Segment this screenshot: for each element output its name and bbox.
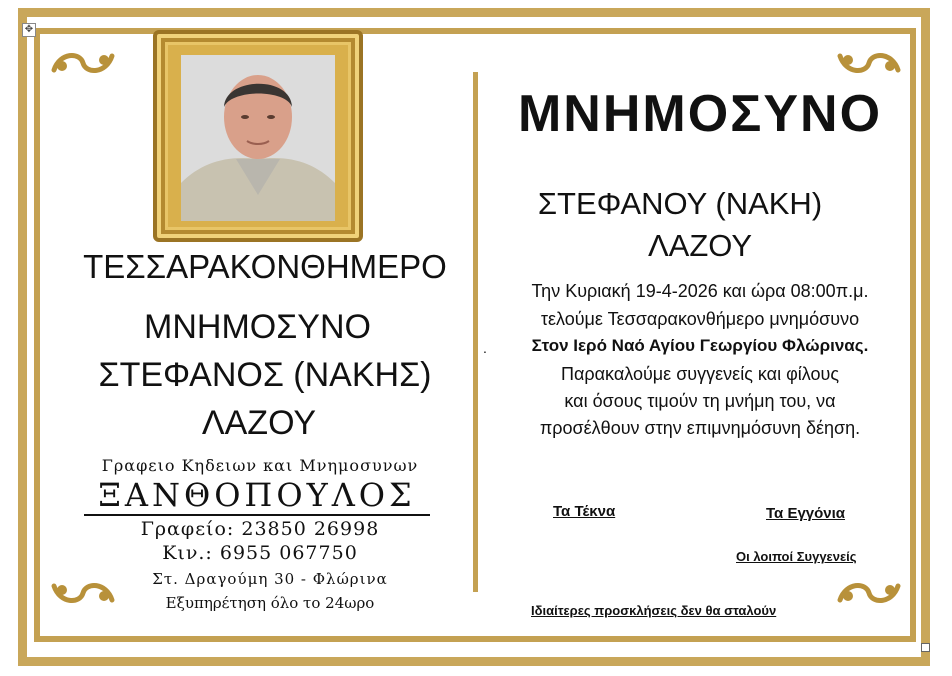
bullet-dot: . — [483, 340, 487, 356]
service-hours: Εξυπηρέτηση όλο το 24ωρο — [165, 594, 375, 612]
body-invitation-line3: προσέλθουν στην επιμνημόσυνη δέηση. — [539, 418, 861, 438]
body-church-location: Στον Ιερό Ναό Αγίου Γεωργίου Φλώρινας. — [531, 336, 869, 355]
column-divider — [473, 72, 478, 592]
gold-scroll-ornament-icon — [836, 578, 902, 608]
body-service-type: τελούμε Τεσσαρακονθήμερο μνημόσυνο — [540, 309, 860, 329]
deceased-genitive-name: ΣΤΕΦΑΝΟΥ (ΝΑΚΗ) — [537, 186, 823, 221]
body-invitation-line2: και όσους τιμούν τη μνήμη του, να — [564, 391, 836, 411]
signature-children: Τα Τέκνα — [553, 503, 616, 520]
signature-grandchildren: Τα Εγγόνια — [766, 505, 846, 522]
gold-scroll-ornament-icon — [50, 48, 116, 78]
no-invitations-note: Ιδιαίτερες προσκλήσεις δεν θα σταλούν — [531, 603, 777, 618]
deceased-surname: ΛΑΖΟΥ — [201, 404, 317, 442]
forty-day-title: ΤΕΣΣΑΡΑΚΟΝΘΗΜΕΡΟ — [83, 248, 447, 285]
memorial-heading: ΜΝΗΜΟΣΥΝΟ — [517, 85, 883, 143]
office-address: Στ. Δραγούμη 30 - Φλώρινα — [152, 570, 388, 588]
portrait-photo — [181, 55, 335, 221]
deceased-genitive-surname: ΛΑΖΟΥ — [647, 228, 753, 263]
funeral-office-heading: Γραφειο Κηδειων και Μνημοσυνων — [101, 456, 419, 475]
mobile-phone: Κιν.: 6955 067750 — [162, 542, 358, 564]
resize-handle[interactable] — [921, 643, 930, 652]
move-anchor-icon[interactable]: ✥ — [22, 23, 36, 37]
funeral-office-brand: ΞΑΝΘΟΠΟΥΛΟΣ — [84, 476, 430, 516]
gold-scroll-ornament-icon — [836, 48, 902, 78]
deceased-first-name: ΣΤΕΦΑΝΟΣ (ΝΑΚΗΣ) — [98, 356, 432, 394]
body-invitation-line1: Παρακαλούμε συγγενείς και φίλους — [560, 364, 839, 384]
body-date-time: Την Κυριακή 19-4-2026 και ώρα 08:00π.μ. — [531, 281, 869, 301]
office-phone: Γραφείο: 23850 26998 — [140, 518, 380, 540]
memorial-title: ΜΝΗΜΟΣΥΝΟ — [144, 308, 371, 346]
signature-relatives: Οι λοιποί Συγγενείς — [736, 549, 857, 564]
